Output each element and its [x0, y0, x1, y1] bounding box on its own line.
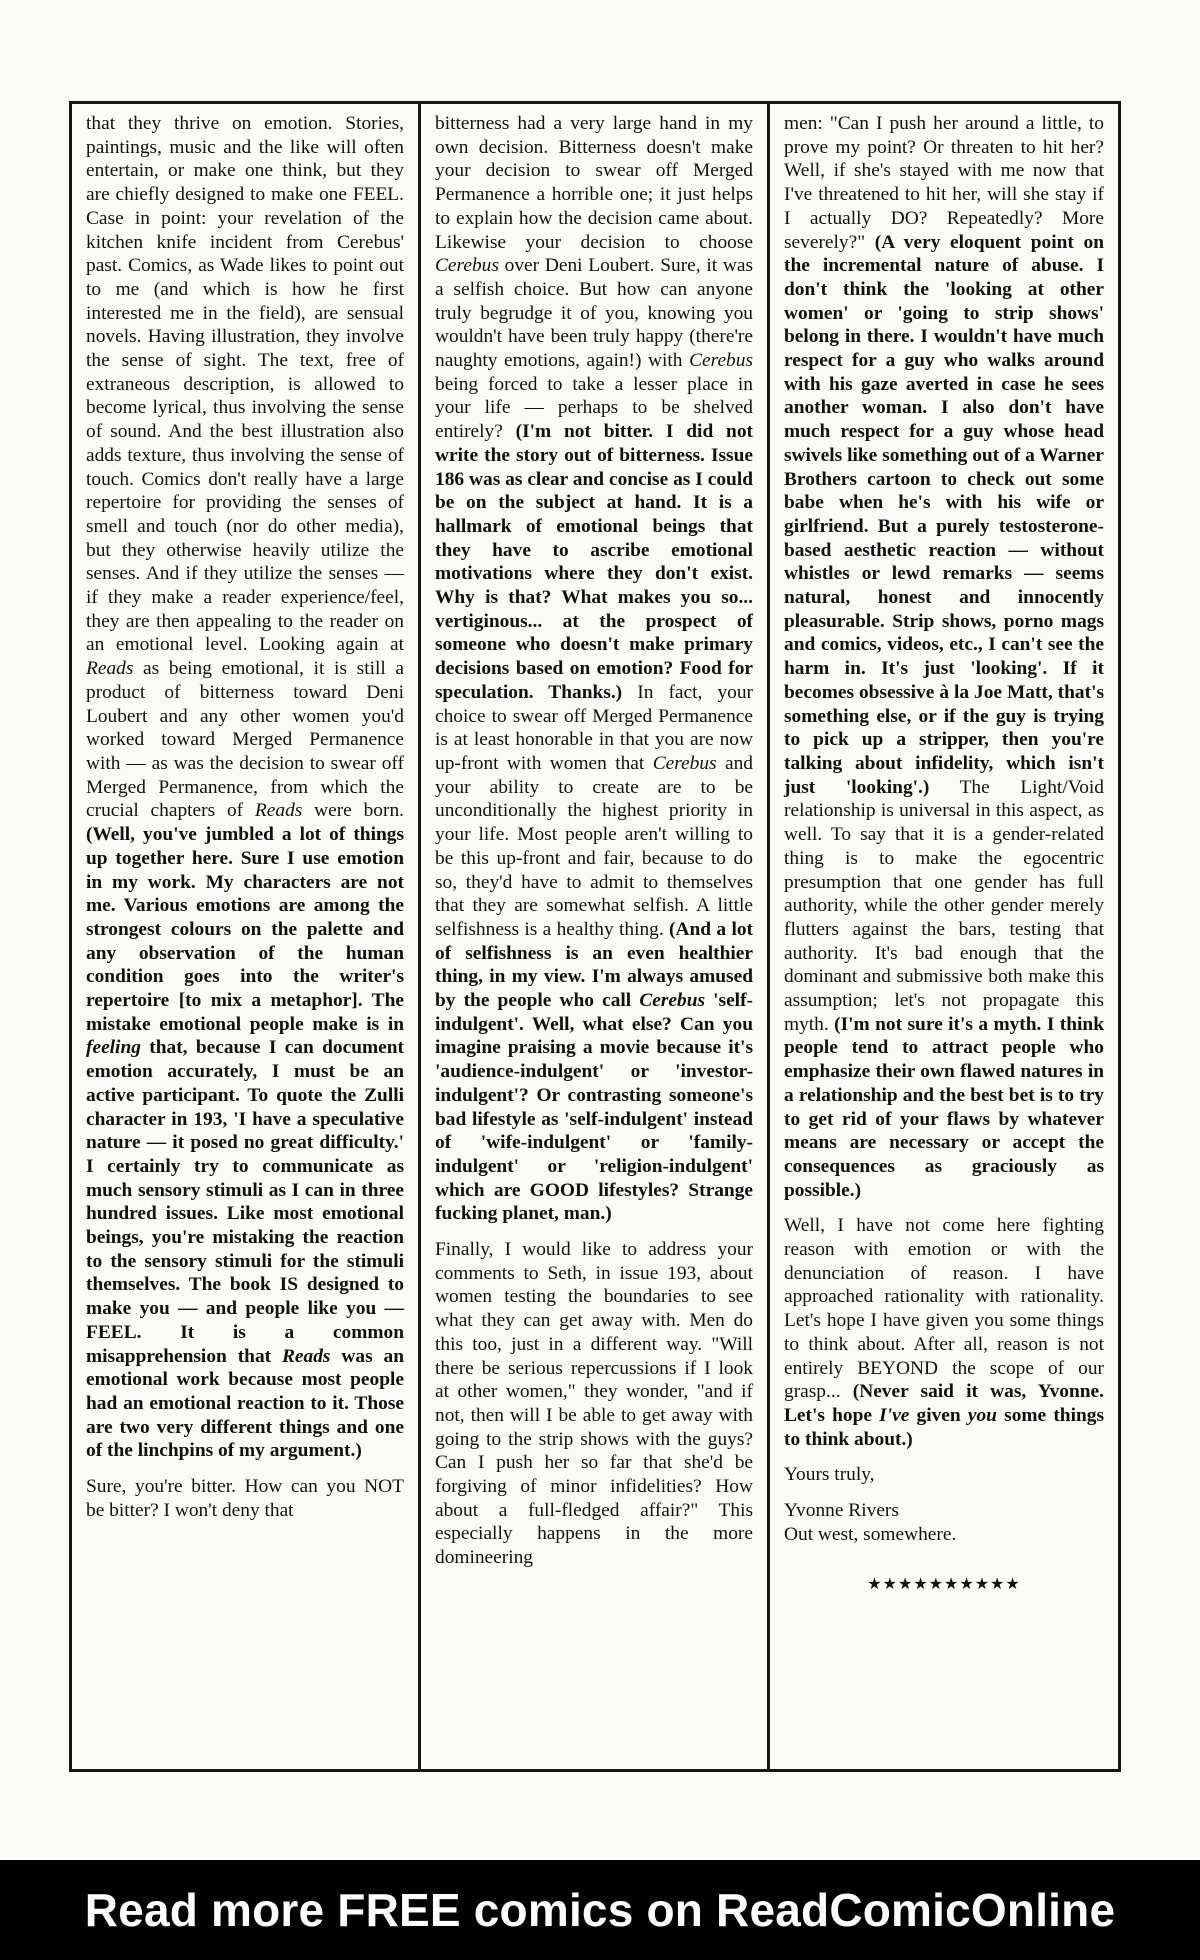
title-reads: Reads: [254, 800, 303, 822]
letter-paragraph: Sure, you're bitter. How can you NOT be bitter? I won't deny that: [86, 1476, 404, 1521]
letter-paragraph: [784, 112, 1104, 1202]
title-cerebus: Cerebus: [435, 255, 499, 277]
letter-column-1: [72, 104, 421, 1769]
reply-text: (Never said it was, Yvonne. Let's hope: [784, 1381, 1104, 1426]
letter-paragraph: [86, 112, 404, 1463]
reply-text: 'self-indulgent'. Well, what else? Can you imagine praising a movie because it's 'audience-indulgent' or 'investor-indulgent'? Or contrasting someone's bad lifestyle as 'self-indulgent' instead of 'wife-indulgent' or 'family-indulgent' or 'religion-indulgent' which are GOOD lifestyles? Strange fucking planet, man.): [435, 990, 753, 1225]
letter-text: over Deni Loubert. Sure, it was a selfish choice. But how can anyone truly begrudge it of you, knowing you wouldn't have been truly happy (there're naughty emotions, again!) with: [435, 255, 753, 372]
editor-reply: [435, 919, 753, 1224]
letter-text: were born.: [302, 800, 404, 822]
editor-reply: [86, 824, 404, 1461]
letter-paragraph: Finally, I would like to address your comments to Seth, in issue 193, about women testing the boundaries to see what they can get away with. Men do this too, just in a different way. "Will there be serious repercussions if I look at other women," they wonder, "and if not, then will I be able to get away with going to the strip shows with the guys? Can I push her so far that she'd be forgiving of minor infidelities? How about a full-fledged affair?" This especially happens in the more domineering: [435, 1239, 753, 1569]
letter-text: being forced to take a lesser place in your life — perhaps to be shelved entirely?: [435, 373, 753, 443]
title-reads: Reads: [282, 1345, 331, 1367]
editor-reply: (A very eloquent point on the incremental nature of abuse. I don't think the 'looking at other women' or 'going to strip shows' belong in there. I wouldn't have much respect for a guy who walks around with his gaze averted in case he sees another woman. I also don't have much respect for a guy whose head swivels like something out of a Warner Brothers cartoon to check out some babe when he's with his wife or girlfriend. But a purely testosterone-based aesthetic reaction — without whistles or lewd remarks — seems natural, honest and innocently pleasurable. Strip shows, porno mags and comics, videos, etc., I can't see the harm in. It's just 'looking'. If it becomes obsessive à la Joe Matt, that's something else, or if the guy is trying to pick up a stripper, then you're talking about infidelity, which isn't just 'looking'.): [784, 231, 1104, 798]
promo-banner[interactable]: Read more FREE comics on ReadComicOnline: [0, 1860, 1200, 1960]
letters-frame: [69, 101, 1121, 1772]
title-cerebus: Cerebus: [639, 990, 706, 1012]
letter-text: Well, I have not come here fighting reason with emotion or with the denunciation of reason. I have approached rationality with rationality. Let's hope I have given you some things to think about. After all, reason is not entirely BEYOND the scope of our grasp...: [784, 1215, 1104, 1403]
letter-paragraph: [435, 112, 753, 1226]
letter-text: and your ability to create are to be unconditionally the highest priority in your life. Most people aren't willing to be this up-front and fair, because to do so, they'd have to admit to themselves that they are somewhat selfish. A little selfishness is a healthy thing.: [435, 752, 753, 940]
letter-text: In fact, your choice to swear off Merged Permanence is at least honorable in that you are now up-front with women that: [435, 681, 753, 774]
letter-text: bitterness had a very large hand in my own decision. Bitterness doesn't make your decision to swear off Merged Permanence a horrible one; it just helps to explain how the decision came about. Likewise your decision to choose: [435, 113, 753, 253]
letter-column-2: [421, 104, 770, 1769]
letter-column-3: [770, 104, 1118, 1769]
title-cerebus: Cerebus: [652, 752, 717, 774]
letter-closing: Yours truly,: [784, 1464, 875, 1486]
letter-text: men: "Can I push her around a little, to prove my point? Or threaten to hit her? Well, if she's stayed with me now that I've threatened to hit her, will she stay if I actually DO? Repeatedly? More severely?": [784, 113, 1104, 253]
title-cerebus: Cerebus: [689, 350, 753, 372]
signature-location: Out west, somewhere.: [784, 1523, 957, 1545]
editor-reply: (I'm not sure it's a myth. I think people tend to attract people who emphasize their own flawed natures in a relationship and the best bet is to try to get rid of your flaws by whatever means are necessary or accept the consequences as graciously as possible.): [784, 1013, 1104, 1201]
reply-emphasis: I've: [879, 1404, 910, 1426]
reply-emphasis: you: [967, 1404, 997, 1426]
editor-reply: (I'm not bitter. I did not write the story out of bitterness. Issue 186 was as clear and concise as I could be on the subject at hand. It is a hallmark of emotional beings that they have to ascribe emotional motivations where they don't exist. Why is that? What makes you so... vertiginous... at the prospect of someone who doesn't make primary decisions based on emotion? Food for speculation. Thanks.): [435, 421, 753, 703]
reply-text: (And a lot of selfishness is an even healthier thing, in my view. I'm always amused by the people who call: [435, 918, 753, 1012]
letter-text: that they thrive on emotion. Stories, paintings, music and the like will often entertain, or make one think, but they are chiefly designed to make one FEEL. Case in point: your revelation of the kitchen knife incident from Cerebus' past. Comics, as Wade likes to point out to me (and which is how he first interested me in the field), are sensual novels. Having illustration, they involve the sense of sight. The text, free of extraneous description, is allowed to become lyrical, thus involving the sense of sound. And the best illustration also adds texture, thus involving the sense of touch. Comics don't really have a large repertoire for providing the senses of smell and touch (nor do other media), but they otherwise heavily utilize the senses. And if they utilize the senses — if they make a reader experience/feel, they are then appealing to the reader on an emotional level. Looking again at: [86, 113, 404, 656]
reply-emphasis: feeling: [86, 1037, 141, 1059]
title-reads: Reads: [86, 658, 134, 680]
letter-paragraph: [784, 1214, 1104, 1451]
reply-text: that, because I can document emotion accurately, I must be an active participant. To quote the Zulli character in 193, 'I have a speculative nature — it posed no great difficulty.' I certainly try to communicate as much sensory stimuli as I can in three hundred issues. Like most emotional beings, you're mistaking the reaction to the sensory stimuli for the stimuli themselves. The book IS designed to make you — and people like you — FEEL. It is a common misapprehension that: [86, 1037, 404, 1367]
star-divider: ★★★★★★★★★★: [867, 1574, 1021, 1594]
reply-text: (Well, you've jumbled a lot of things up together here. Sure I use emotion in my work. My characters are not me. Various emotions are among the strongest colours on the palette and any observation of the human condition goes into the writer's repertoire [to mix a metaphor]. The mistake emotional people make is in: [86, 824, 404, 1035]
signature-name: Yvonne Rivers: [784, 1500, 899, 1522]
reply-text: given: [909, 1404, 968, 1426]
reply-text: was an emotional work because most people had an emotional reaction to it. Those are two very different things and one of the linchpins of my argument.): [86, 1345, 405, 1462]
reply-text: some things to think about.): [784, 1404, 1104, 1450]
letter-text: The Light/Void relationship is universal in this aspect, as well. To say that it is a gender-related thing is to make the egocentric presumption that one gender has full authority, while the other gender merely flutters against the bars, testing that authority. It's bad enough that the dominant and submissive both make this assumption; let's not propagate this myth.: [784, 776, 1104, 1035]
letter-text: as being emotional, it is still a product of bitterness toward Deni Loubert and any other women you'd worked toward Merged Permanence with — as was the decision to swear off Merged Permanence, from which the crucial chapters of: [86, 658, 404, 822]
